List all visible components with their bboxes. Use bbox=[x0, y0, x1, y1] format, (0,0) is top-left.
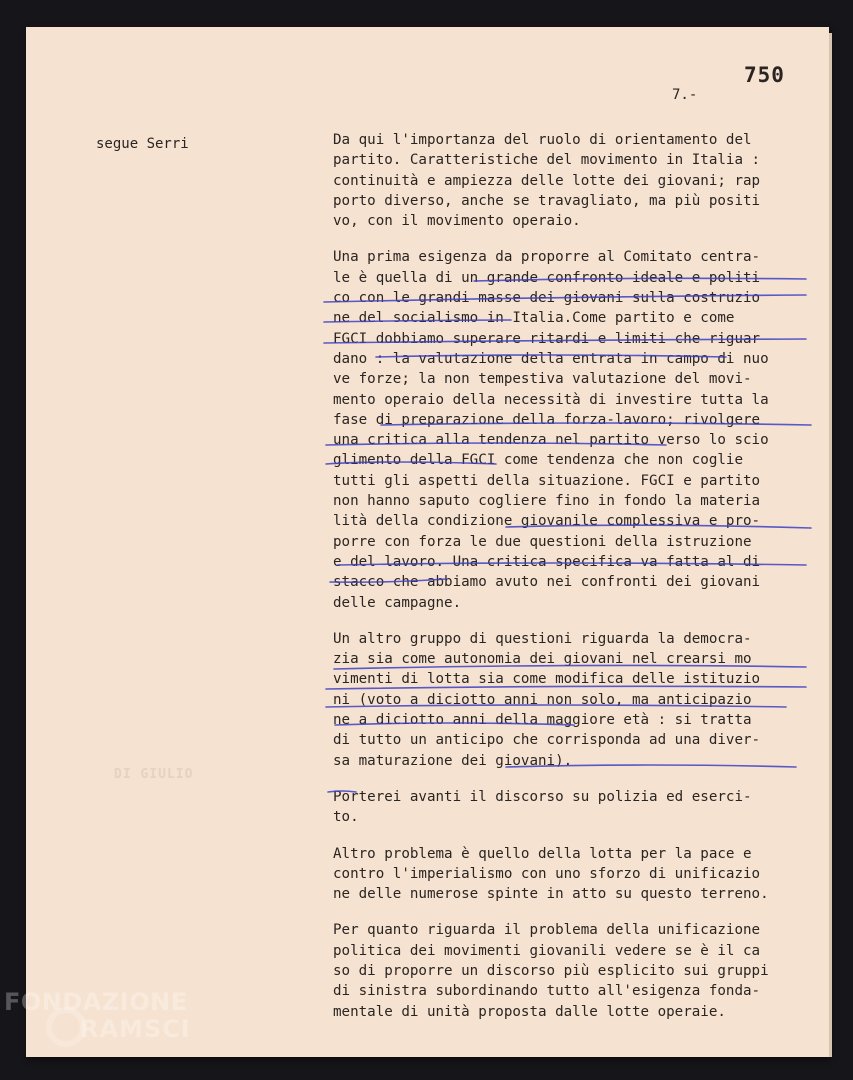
paragraph-4: Porterei avanti il discorso su polizia ed eserci- to. bbox=[333, 788, 752, 826]
page-edge bbox=[829, 33, 832, 1057]
document-page bbox=[26, 27, 829, 1057]
show-through-text: DI GIULIO bbox=[114, 767, 194, 782]
paragraph-3: Un altro gruppo di questioni riguarda la democra- zia sia come autonomia dei giovani nel crearsi mo vimenti di lotta sia come modifica delle istituzio ni (voto a diciotto anni non solo, ma anticipazio ne a diciotto anni della maggiore età : si tratta di tutto un anticipo che corrisponda ad una diver- sa maturazione dei giovani). bbox=[333, 630, 761, 769]
paragraph-2: Una prima esigenza da proporre al Comitato centra- le è quella di un grande confronto ideale e politi co con le grandi masse dei giovani sulla costruzio ne del socialismo in Italia.Come partito e come FGCI dobbiamo superare ritardi e limiti che riguar dano : la valutazione della entrata in campo di nuo ve forze; la non tempestiva valutazione del movi- mento operaio della necessità di investire tutta la fase di preparazione della forza-lavoro; rivolgere una critica alla tendenza nel partito verso lo scio glimento della FGCI come tendenza che non coglie tutti gli aspetti della situazione. FGCI e partito non hanno saputo cogliere fino in fondo la materia lità della condizione giovanile complessiva e pro- porre con forza le due questioni della istruzione e del lavoro. Una critica specifica va fatta al di stacco che abbiamo avuto nei confronti dei giovani delle campagne. bbox=[333, 249, 769, 611]
paragraph-1: Da qui l'importanza del ruolo di orientamento del partito. Caratteristiche del movimento in Italia : continuità e ampiezza delle lotte dei giovani; rap porto diverso, anche se travagliato, ma più positi vo, con il movimento operaio. bbox=[333, 132, 761, 230]
paragraph-6: Per quanto riguarda il problema della unificazione politica dei movimenti giovanili vedere se è il ca so di proporre un discorso più esplicito sui gruppi di sinistra subordinando tutto all'esigenza fonda- mentale di unità proposta dalle lotte operaie. bbox=[333, 922, 769, 1020]
body-text bbox=[333, 130, 823, 1038]
speaker-label: segue Serri bbox=[96, 136, 189, 152]
paragraph-5: Altro problema è quello della lotta per la pace e contro l'imperialismo con uno sforzo di unificazio ne delle numerose spinte in atto su questo terreno. bbox=[333, 845, 769, 903]
watermark-line-2: RAMSCI bbox=[80, 1015, 191, 1043]
watermark-line-1: FONDAZIONE bbox=[4, 988, 188, 1016]
section-number: 7.- bbox=[672, 87, 698, 103]
page-number: 750 bbox=[744, 63, 785, 87]
watermark-logo bbox=[0, 985, 210, 1065]
